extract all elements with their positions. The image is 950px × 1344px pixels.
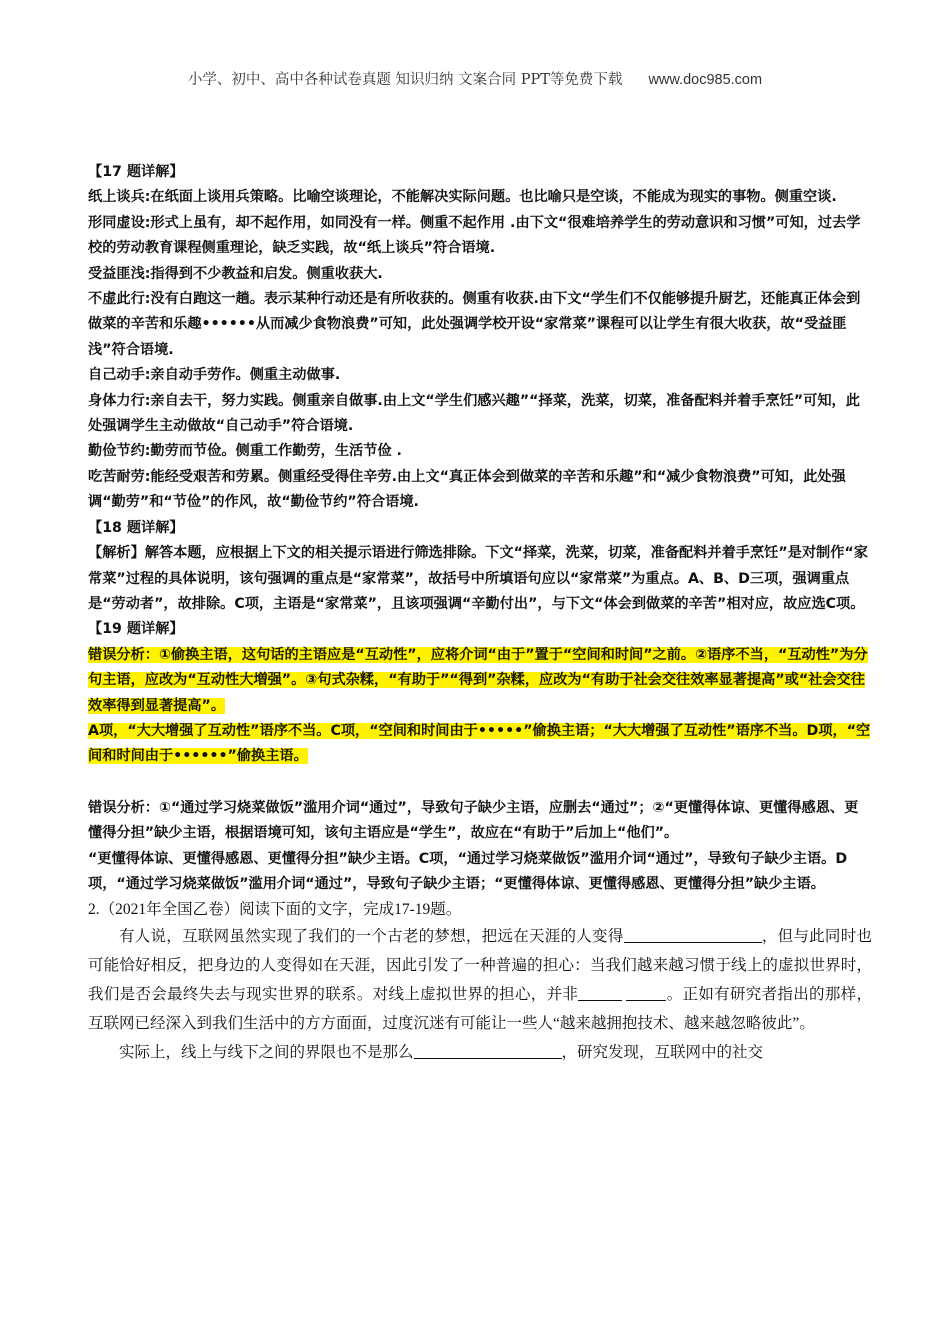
passage-text: 有人说，互联网虽然实现了我们的一个古老的梦想，把远在天涯的人变得: [119, 928, 624, 946]
q19-analysis-2: “更懂得体谅、更懂得感恩、更懂得分担”缺少主语。C项，“通过学习烧菜做饭”滥用介词“通过”，导致句子缺少主语。D项，“通过学习烧菜做饭”滥用介词“通过”，导致句子缺少主语；“更懂得体谅、更懂得感恩、更懂得分担”缺少主语。: [88, 850, 848, 892]
passage-text: ，但与此同时也可能恰好相反，把身边的人变得如在天涯，因此引发了一种普遍的担心：当我们越来越习惯于线上的虚拟世界时，我们是否会最终失去与现实世界的联系。对线上虚拟世界的担心，并非: [88, 928, 872, 1004]
blank-line: [626, 985, 666, 1002]
page-header: [0, 68, 950, 89]
q17-line-1: 纸上谈兵:在纸面上谈用兵策略。比喻空谈理论，不能解决实际问题。也比喻只是空谈，不能成为现实的事物。侧重空谈.: [88, 189, 837, 206]
header-text: 小学、初中、高中各种试卷真题 知识归纳 文案合同 PPT等免费下载: [187, 72, 623, 88]
q17-title: 【17 题详解】: [88, 164, 184, 180]
q17-line-7: 勤俭节约:勤劳而节俭。侧重工作勤劳，生活节俭 .: [88, 443, 402, 460]
q17-line-5: 自己动手:亲自动手劳作。侧重主动做事.: [88, 367, 341, 384]
blank-line: [578, 985, 622, 1002]
q17-line-2: 形同虚设:形式上虽有，却不起作用，如同没有一样。侧重不起作用 .由下文“很难培养学生的劳动意识和习惯”可知，过去学校的劳动教育课程侧重理论，缺乏实践，故“纸上谈兵”符合语境.: [88, 214, 861, 257]
q19-highlight-2: [88, 719, 872, 770]
passage-paragraph-1: [88, 922, 872, 1038]
header-site: www.doc985.com: [648, 72, 763, 88]
q19-title: 【19 题详解】: [88, 621, 184, 638]
passage-text: 实际上，线上与线下之间的界限也不是那么: [119, 1044, 414, 1062]
blank-line: [624, 927, 762, 944]
q17-line-8: 吃苦耐劳:能经受艰苦和劳累。侧重经受得住辛劳.由上文“真正体会到做菜的辛苦和乐趣”和“减少食物浪费”可知，此处强调“勤劳”和“节俭”的作风，故“勤俭节约”符合语境.: [88, 468, 846, 511]
blank-line: [414, 1043, 562, 1060]
spacer: [88, 770, 872, 796]
q19-analysis-1: 错误分析：①“通过学习烧菜做饭”滥用介词“通过”，导致句子缺少主语，应删去“通过”；②“更懂得体谅、更懂得感恩、更懂得分担”缺少主语，根据语境可知，该句主语应是“学生”，故应在“有助于”后加上“他们”。: [88, 799, 859, 842]
q18-body: 【解析】解答本题，应根据上下文的相关提示语进行筛选排除。下文“择菜，洗菜，切菜，准备配料并着手烹饪”是对制作“家常菜”过程的具体说明，该句强调的重点是“家常菜”，故括号中所填语句应以“家常菜”为重点。A、B、D三项，强调重点是“劳动者”，故排除。C项，主语是“家常菜”，且该项强调“辛勤付出”，与下文“体会到做菜的辛苦”相对应，故应选C项。: [88, 545, 868, 612]
question-2-heading: 2.（2021年全国乙卷）阅读下面的文字，完成17-19题。: [88, 901, 462, 919]
passage-paragraph-2: [88, 1038, 872, 1067]
q19-highlight-1: [88, 643, 872, 719]
q17-line-3: 受益匪浅:指得到不少教益和启发。侧重收获大.: [88, 265, 383, 282]
q17-line-6: 身体力行:亲自去干，努力实践。侧重亲自做事.由上文“学生们感兴趣”“择菜，洗菜，切菜，准备配料并着手烹饪”可知，此处强调学生主动做故“自己动手”符合语境.: [88, 392, 860, 435]
highlight-span: A项，“大大增强了互动性”语序不当。C项，“空间和时间由于•••••”偷换主语；“大大增强了互动性”语序不当。D项，“空间和时间由于••••••”偷换主语。: [88, 722, 871, 765]
q18-title: 【18 题详解】: [88, 519, 184, 536]
document-content: [88, 160, 872, 1067]
highlight-span: 错误分析：①偷换主语，这句话的主语应是“互动性”，应将介词“由于”置于“空间和时间”之前。②语序不当，“互动性”为分句主语，应改为“互动性大増强”。③句式杂糅，“有助于”“得到”杂糅，应改为“有助于社会交往效率显著提高”或“社会交往效率得到显著提高”。: [88, 646, 868, 714]
q17-line-4: 不虚此行:没有白跑这一趟。表示某种行动还是有所收获的。侧重有收获.由下文“学生们不仅能够提升厨艺，还能真正体会到做菜的辛苦和乐趣••••••从而减少食物浪费”可知，此处强调学校开设“家常菜”课程可以让学生有很大收获，故“受益匪浅”符合语境.: [88, 291, 861, 358]
passage-text: ，研究发现，互联网中的社交: [561, 1044, 764, 1062]
passage-text: 。正如有研究者指出的那样，互联网已经深入到我们生活中的方方面面，过度沉迷有可能让一些人“越来越拥抱技术、越来越忽略彼此”。: [88, 986, 872, 1033]
